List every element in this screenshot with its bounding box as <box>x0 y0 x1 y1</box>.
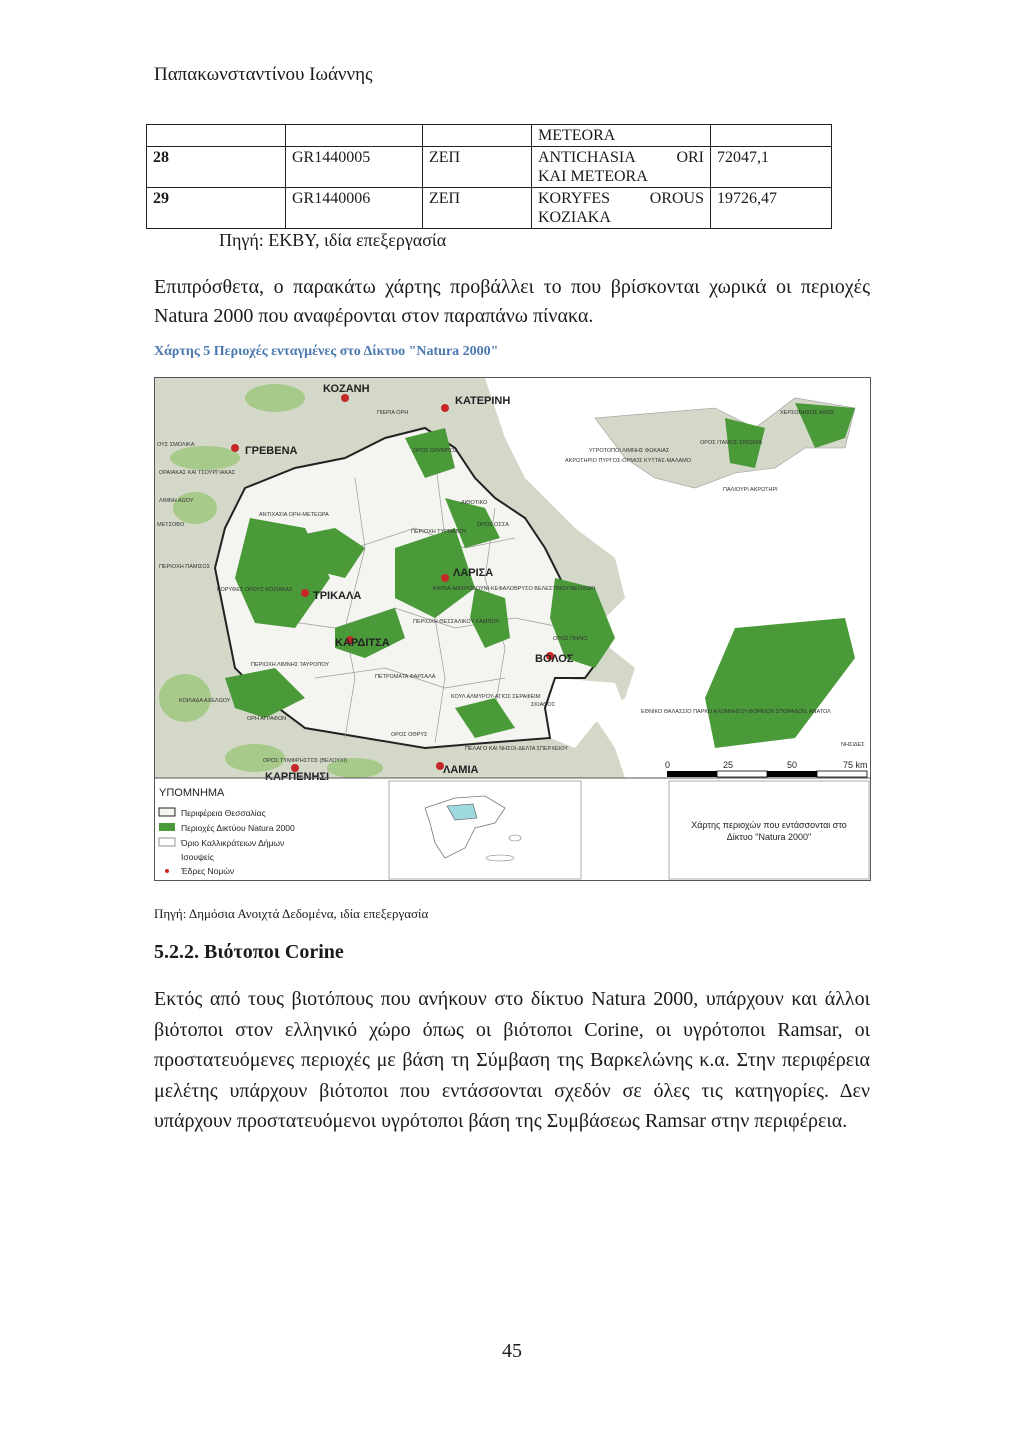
svg-text:ΑΚΡΩΤΗΡΙΟ ΠΥΡΓΟΣ-ΟΡΜΟΣ ΚΥΤΤΑΣ-: ΑΚΡΩΤΗΡΙΟ ΠΥΡΓΟΣ-ΟΡΜΟΣ ΚΥΤΤΑΣ-ΜΑΛΑΜΟ <box>565 458 692 464</box>
svg-text:ΕΘΝΙΚΟ ΘΑΛΑΣΣΙΟ ΠΑΡΚΟ ΑΛΟΝΝΗΣΟ: ΕΘΝΙΚΟ ΘΑΛΑΣΣΙΟ ΠΑΡΚΟ ΑΛΟΝΝΗΣΟΥ-ΒΟΡΕΙΩΝ ΣΠΟΡΑΔΩΝ, ΑΝΑΤΟΛ <box>641 709 831 715</box>
svg-text:ΟΡΟΣ ΤΥΜΦΡΗΣΤΟΣ (ΒΕΛΟΥΧΙ): ΟΡΟΣ ΤΥΜΦΡΗΣΤΟΣ (ΒΕΛΟΥΧΙ) <box>263 758 348 764</box>
city-label: ΚΑΡΠΕΝΗΣΙ <box>265 771 330 783</box>
site-type: ΖΕΠ <box>423 147 532 188</box>
table-row <box>147 188 832 229</box>
svg-text:ΠΑΛΙΟΥΡΙ ΑΚΡΩΤΗΡΙ: ΠΑΛΙΟΥΡΙ ΑΚΡΩΤΗΡΙ <box>723 487 778 493</box>
city-label: ΚΟΖΑΝΗ <box>323 383 370 395</box>
row-number: 28 <box>147 147 286 188</box>
scale-tick: 50 <box>787 760 798 770</box>
svg-text:ΧΕΡΣΟΝΗΣΟΣ ΑΘΩΣ: ΧΕΡΣΟΝΗΣΟΣ ΑΘΩΣ <box>780 410 835 416</box>
site-code: GR1440006 <box>286 188 423 229</box>
svg-text:ΠΕΤΡΩΜΑΤΑ ΦΑΡΣΑΛΑ: ΠΕΤΡΩΜΑΤΑ ΦΑΡΣΑΛΑ <box>375 674 436 680</box>
svg-text:ΥΓΡΟΤΟΠΟΙ ΛΙΜΝΗΣ ΦΩΚΑΙΑΣ: ΥΓΡΟΤΟΠΟΙ ΛΙΜΝΗΣ ΦΩΚΑΙΑΣ <box>589 448 670 454</box>
site-type <box>423 125 532 147</box>
svg-text:ΠΕΡΙΟΧΗ ΘΕΣΣΑΛΙΚΟΥ ΚΑΜΠΟΥ: ΠΕΡΙΟΧΗ ΘΕΣΣΑΛΙΚΟΥ ΚΑΜΠΟΥ <box>413 619 500 625</box>
map-caption: Χάρτης 5 Περιοχές ενταγμένες στο Δίκτυο "Natura 2000" <box>154 344 499 359</box>
svg-text:ΛΙΜΝΗ ΑΩΟΥ: ΛΙΜΝΗ ΑΩΟΥ <box>159 498 194 504</box>
svg-text:ΝΗΣΙΔΕΣ: ΝΗΣΙΔΕΣ <box>841 742 865 748</box>
legend-item: Ισουψείς <box>181 852 214 862</box>
scale-tick: 75 km <box>843 760 868 770</box>
svg-text:ΟΡΗ ΑΓΡΑΦΩΝ: ΟΡΗ ΑΓΡΑΦΩΝ <box>247 716 287 722</box>
svg-text:ΟΡΟΣ ΟΛΥΜΠΟΣ: ΟΡΟΣ ΟΛΥΜΠΟΣ <box>413 448 458 454</box>
city-label: ΤΡΙΚΑΛΑ <box>313 590 362 602</box>
table-row <box>147 147 832 188</box>
svg-text:ΠΕΡΙΟΧΗ ΠΑΜΙΣΟΣ: ΠΕΡΙΟΧΗ ΠΑΜΙΣΟΣ <box>159 564 211 570</box>
scale-tick: 25 <box>723 760 734 770</box>
svg-text:Δίκτυο "Natura 2000": Δίκτυο "Natura 2000" <box>726 832 812 842</box>
paragraph-corine: Εκτός από τους βιοτόπους που ανήκουν στο δίκτυο Natura 2000, υπάρχουν και άλλοι βιότοποι στον ελληνικό χώρο όπως οι βιότοποι Corine, οι υγρότοποι Ramsar, οι προστατευόμενες περιοχές με βάση τη Σύμβαση της Βαρκελώνης κ.α. Στην περιφέρεια μελέτης υπάρχουν βιότοποι που εντάσσονται σχεδόν σε όλες τις κατηγορίες. Δεν υπάρχουν προστατευόμενοι υγρότοποι βάση της Συμβάσεως Ramsar στην περιφέρεια. <box>154 988 870 1132</box>
svg-text:ΑΝΤΙΧΑΣΙΑ ΟΡΗ-ΜΕΤΕΩΡΑ: ΑΝΤΙΧΑΣΙΑ ΟΡΗ-ΜΕΤΕΩΡΑ <box>259 512 329 518</box>
map-legend <box>159 787 295 876</box>
legend-title: ΥΠΟΜΝΗΜΑ <box>159 787 225 799</box>
table-source: Πηγή: ΕΚΒΥ, ιδία επεξεργασία <box>219 230 447 250</box>
svg-text:ΟΡΟΣ ΟΣΣΑ: ΟΡΟΣ ΟΣΣΑ <box>477 522 509 528</box>
site-name: KORYFES OROUS KOZIAKA <box>532 188 711 229</box>
legend-item: Περιφέρεια Θεσσαλίας <box>181 808 266 818</box>
page-header: Παπακωνσταντίνου Ιωάννης <box>154 64 373 85</box>
svg-text:ΠΙΕΡΙΑ ΟΡΗ: ΠΙΕΡΙΑ ΟΡΗ <box>377 410 409 416</box>
svg-text:ΟΡΟΣ ΠΗΛΙΟ: ΟΡΟΣ ΠΗΛΙΟ <box>553 636 588 642</box>
svg-text:ΠΕΡΙΟΧΗ ΛΙΜΝΗΣ ΤΑΥΡΟΠΟΥ: ΠΕΡΙΟΧΗ ΛΙΜΝΗΣ ΤΑΥΡΟΠΟΥ <box>251 662 330 668</box>
svg-text:ΟΡΟΣ ΙΤΑΜΟΣ-ΣΙΘΩΝΙΑ: ΟΡΟΣ ΙΤΑΜΟΣ-ΣΙΘΩΝΙΑ <box>700 440 762 446</box>
city-label: ΚΑΡΔΙΤΣΑ <box>335 637 390 649</box>
page-number: 45 <box>502 1340 522 1362</box>
city-label: ΓΡΕΒΕΝΑ <box>245 445 298 457</box>
row-number <box>147 125 286 147</box>
scale-tick: 0 <box>665 760 671 770</box>
svg-text:Χάρτης περιοχών που εντάσσοντα: Χάρτης περιοχών που εντάσσονται στο <box>691 820 847 830</box>
site-name: ANTICHASIA ORI KAI METEORA <box>532 147 711 188</box>
legend-item: Περιοχές Δικτύου Natura 2000 <box>181 823 295 833</box>
site-name: METEORA <box>532 125 711 147</box>
paragraph-intro: Επιπρόσθετα, ο παρακάτω χάρτης προβάλλει το που βρίσκονται χωρικά οι περιοχές Natura 2000 που αναφέρονται στον παραπάνω πίνακα. <box>154 276 870 327</box>
map-svg <box>155 378 871 881</box>
natura-map <box>154 377 871 881</box>
svg-text:ΚΟΙΛΑΔΑ ΑΧΕΛΩΟΥ: ΚΟΙΛΑΔΑ ΑΧΕΛΩΟΥ <box>179 698 231 704</box>
site-type: ΖΕΠ <box>423 188 532 229</box>
svg-text:ΟΡΟΣ ΟΘΡΥΣ: ΟΡΟΣ ΟΘΡΥΣ <box>391 732 428 738</box>
city-label: ΒΟΛΟΣ <box>535 653 574 665</box>
svg-text:ΑΙΘΟΤΙΚΟ: ΑΙΘΟΤΙΚΟ <box>461 500 488 506</box>
legend-item: Έδρες Νομών <box>181 866 235 876</box>
site-area <box>711 125 832 147</box>
table-row <box>147 125 832 147</box>
inset-map <box>389 781 581 879</box>
svg-text:ΠΕΡΙΟΧΗ ΤΥΡΝΑΒΟΥ: ΠΕΡΙΟΧΗ ΤΥΡΝΑΒΟΥ <box>411 529 467 535</box>
row-number: 29 <box>147 188 286 229</box>
city-label: ΛΑΡΙΣΑ <box>453 567 494 579</box>
section-heading: 5.2.2. Βιότοποι Corine <box>154 941 344 963</box>
svg-text:ΚΑΡΛΑ-ΜΑΥΡΟΒΟΥΝΙ-ΚΕΦΑΛΟΒΡΥΣΟ Β: ΚΑΡΛΑ-ΜΑΥΡΟΒΟΥΝΙ-ΚΕΦΑΛΟΒΡΥΣΟ ΒΕΛΕΣΤΙΝΟΥ-ΝΕΟΧΩΡΙ <box>433 586 596 592</box>
svg-text:ΚΟΥΛ ΑΛΜΥΡΟΥ-ΑΓΙΟΣ ΣΕΡΑΦΕΙΜ: ΚΟΥΛ ΑΛΜΥΡΟΥ-ΑΓΙΟΣ ΣΕΡΑΦΕΙΜ <box>451 694 541 700</box>
map-source: Πηγή: Δημόσια Ανοιχτά Δεδομένα, ιδία επεξεργασία <box>154 906 429 921</box>
svg-text:ΚΟΡΥΦΕΣ ΟΡΟΥΣ ΚΟΖΙΑΚΑΣ: ΚΟΡΥΦΕΣ ΟΡΟΥΣ ΚΟΖΙΑΚΑΣ <box>217 587 293 593</box>
site-code <box>286 125 423 147</box>
svg-text:ΜΕΤΣΟΒΟ: ΜΕΤΣΟΒΟ <box>157 522 185 528</box>
site-area: 72047,1 <box>711 147 832 188</box>
svg-text:ΠΕΛΑΓΟ ΚΑΙ ΝΗΣΟΙ-ΔΕΛΤΑ ΣΠΕΡΧΕΙ: ΠΕΛΑΓΟ ΚΑΙ ΝΗΣΟΙ-ΔΕΛΤΑ ΣΠΕΡΧΕΙΟΥ <box>465 746 568 752</box>
legend-item: Όριο Καλλικράτειων Δήμων <box>181 838 285 848</box>
site-area: 19726,47 <box>711 188 832 229</box>
natura-table <box>146 124 832 229</box>
svg-text:ΟΡΑΙΑΚΑΣ ΚΑΙ ΤΣΟΥΡΓΙΑΚΑΣ: ΟΡΑΙΑΚΑΣ ΚΑΙ ΤΣΟΥΡΓΙΑΚΑΣ <box>159 470 236 476</box>
svg-text:ΣΚΙΑΘΟΣ: ΣΚΙΑΘΟΣ <box>531 702 556 708</box>
city-label: ΛΑΜΙΑ <box>443 764 479 776</box>
city-label: ΚΑΤΕΡΙΝΗ <box>455 395 511 407</box>
svg-text:ΟΥΣ ΣΜΟΛΙΚΑ: ΟΥΣ ΣΜΟΛΙΚΑ <box>157 442 195 448</box>
site-code: GR1440005 <box>286 147 423 188</box>
